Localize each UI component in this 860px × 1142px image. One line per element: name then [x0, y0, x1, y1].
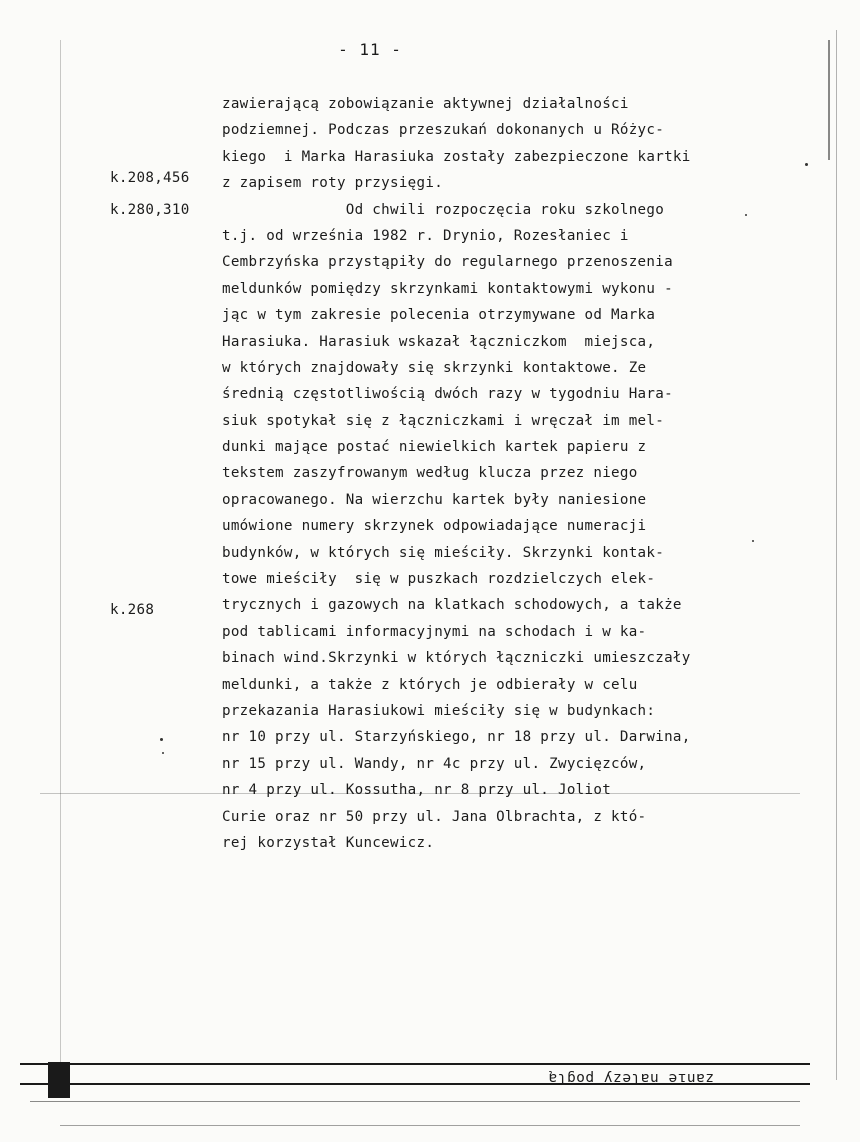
text-line: budynków, w których się mieściły. Skrzynki kontak- [222, 544, 665, 561]
upside-down-note: zanie należy poglą [548, 1070, 715, 1086]
text-line: Harasiuka. Harasiuk wskazał łączniczkom miejsca, [222, 333, 656, 350]
text-line: zawierającą zobowiązanie aktywnej działalności [222, 96, 629, 112]
text-line: towe mieściły się w puszkach rozdzielczych elek- [222, 571, 656, 588]
text-line: nr 10 przy ul. Starzyńskiego, nr 18 przy ul. Darwina, [222, 729, 691, 746]
text-line: Curie oraz nr 50 przy ul. Jana Olbrachta, z któ- [222, 808, 647, 825]
scan-edge-mark [60, 40, 61, 1070]
binding-mark [48, 1062, 70, 1098]
scan-rule [40, 793, 800, 794]
text-line: jąc w tym zakresie polecenia otrzymywane od Marka [222, 307, 656, 324]
text-line: opracowanego. Na wierzchu kartek były naniesione [222, 491, 647, 508]
text-line: rej korzystał Kuncewicz. [222, 834, 435, 851]
text-line: meldunki, a także z których je odbierały w celu [222, 676, 638, 693]
text-line: binach wind.Skrzynki w których łączniczki umieszczały [222, 650, 691, 667]
bottom-rule [20, 1063, 810, 1065]
scan-speck [752, 540, 754, 542]
text-line: średnią częstotliwością dwóch razy w tygodniu Hara- [222, 386, 673, 403]
scan-speck [162, 752, 164, 754]
bottom-rule [60, 1125, 800, 1126]
text-line: tekstem zaszyfrowanym według klucza przez niego [222, 465, 638, 482]
text-line: w których znajdowały się skrzynki kontaktowe. Ze [222, 359, 647, 376]
text-line: Od chwili rozpoczęcia roku szkolnego [222, 201, 665, 218]
text-line: meldunków pomiędzy skrzynkami kontaktowymi wykonu - [222, 280, 673, 297]
bottom-rule [30, 1101, 800, 1102]
body-text [222, 91, 767, 856]
text-line: przekazania Harasiukowi mieściły się w budynkach: [222, 702, 656, 719]
scan-edge-mark [828, 40, 830, 160]
text-line: umówione numery skrzynek odpowiadające numeracji [222, 518, 647, 535]
margin-reference: k.268 [110, 602, 155, 618]
text-line: t.j. od września 1982 r. Drynio, Rozesłaniec i [222, 227, 629, 244]
text-line: dunki mające postać niewielkich kartek papieru z [222, 439, 647, 456]
text-line: pod tablicami informacyjnymi na schodach i w ka- [222, 623, 647, 640]
text-line: siuk spotykał się z łączniczkami i wręczał im mel- [222, 412, 665, 429]
text-line: nr 4 przy ul. Kossutha, nr 8 przy ul. Joliot [222, 782, 612, 799]
page-number: - 11 - [338, 40, 402, 59]
text-line: trycznych i gazowych na klatkach schodowych, a także [222, 597, 682, 614]
text-line: Cembrzyńska przystąpiły do regularnego przenoszenia [222, 254, 673, 271]
scan-edge-mark [836, 30, 837, 1080]
text-line: nr 15 przy ul. Wandy, nr 4c przy ul. Zwycięzców, [222, 755, 647, 772]
text-line: z zapisem roty przysięgi. [222, 175, 444, 192]
scan-speck [805, 163, 808, 166]
scan-speck [160, 738, 163, 741]
text-line: kiego i Marka Harasiuka zostały zabezpieczone kartki [222, 148, 691, 165]
text-line: podziemnej. Podczas przeszukań dokonanych u Różyc- [222, 122, 665, 139]
scan-speck [745, 214, 747, 216]
margin-reference: k.280,310 [110, 202, 190, 218]
margin-reference: k.208,456 [110, 170, 190, 186]
